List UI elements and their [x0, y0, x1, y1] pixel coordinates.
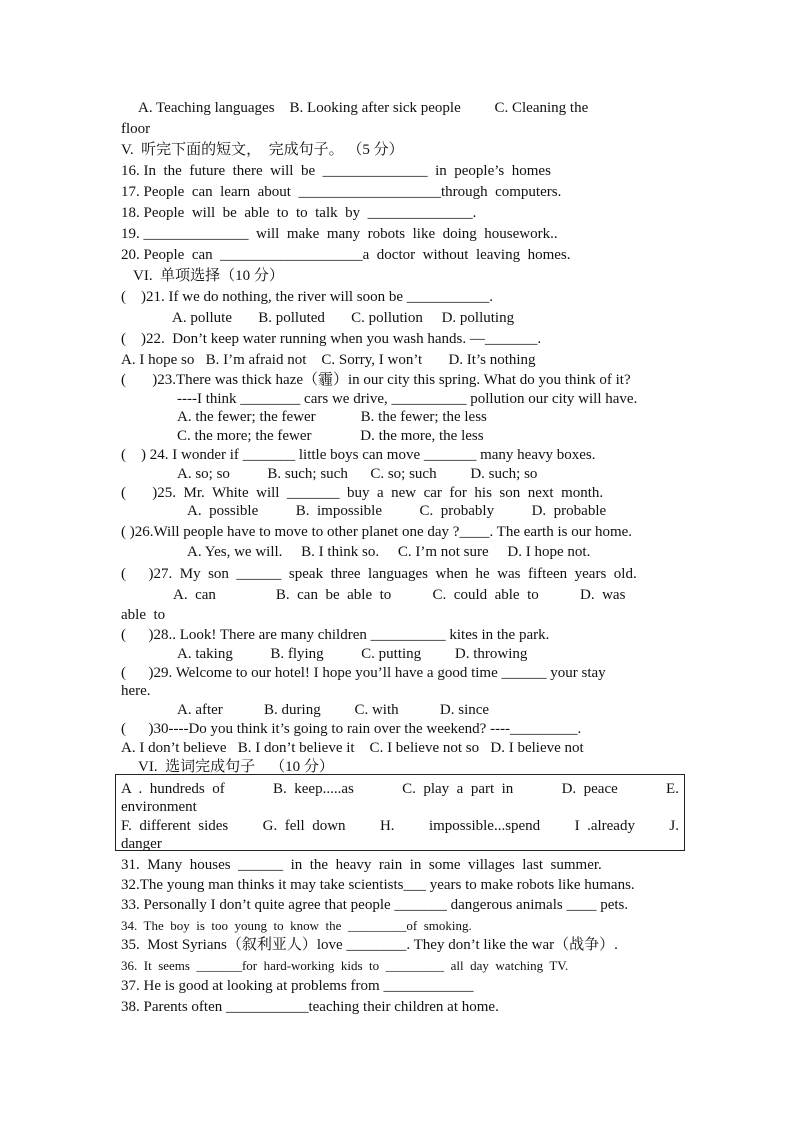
question-24-options: A. so; so B. such; such C. so; such D. such; so	[177, 466, 538, 482]
word-bank-item-d: D. peace	[561, 781, 618, 797]
q15-options-cont: floor	[121, 121, 151, 137]
question-26-options: A. Yes, we will. B. I think so. C. I’m not sure D. I hope not.	[187, 544, 591, 560]
question-34: 34. The boy is too young to know the _________of smoking.	[121, 918, 472, 933]
question-30-options: A. I don’t believe B. I don’t believe it C. I believe not so D. I believe not	[121, 740, 584, 756]
word-bank-item-f: F. different sides	[121, 818, 229, 834]
question-29-options: A. after B. during C. with D. since	[177, 702, 490, 718]
word-bank-item-h: H.	[379, 818, 395, 834]
question-38: 38. Parents often ___________teaching their children at home.	[121, 999, 499, 1015]
word-bank-item-j: J.	[669, 818, 679, 834]
question-23-options-ab: A. the fewer; the fewer B. the fewer; the less	[177, 409, 487, 425]
question-32: 32.The young man thinks it may take scientists___ years to make robots like humans.	[121, 877, 635, 893]
question-18: 18. People will be able to to talk by ______________.	[121, 205, 477, 221]
question-37: 37. He is good at looking at problems from ____________	[121, 978, 474, 994]
question-22-options: A. I hope so B. I’m afraid not C. Sorry, I won’t D. It’s nothing	[121, 352, 536, 368]
question-22: ( )22. Don’t keep water running when you wash hands. —_______.	[121, 331, 542, 347]
word-bank-item-i: I .already	[574, 818, 635, 834]
question-21-options: A. pollute B. polluted C. pollution D. polluting	[172, 310, 515, 326]
question-31: 31. Many houses ______ in the heavy rain in some villages last summer.	[121, 857, 602, 873]
q15-options: A. Teaching languages B. Looking after sick people C. Cleaning the	[138, 100, 589, 116]
section-vi-heading: VI. 单项选择（10 分）	[133, 268, 284, 284]
word-bank-item-e-cont: environment	[121, 799, 197, 815]
word-bank-row-2	[121, 817, 679, 835]
question-36: 36. It seems _______for hard-working kids to _________ all day watching TV.	[121, 958, 569, 973]
question-23-response: ----I think ________ cars we drive, __________ pollution our city will have.	[177, 391, 638, 407]
word-bank-item-g: G. fell down	[262, 818, 346, 834]
question-27-options: A. can B. can be able to C. could able to D. was	[173, 587, 626, 603]
word-bank-item-e: E.	[666, 781, 679, 797]
question-23: ( )23.There was thick haze（霾）in our city this spring. What do you think of it?	[121, 372, 631, 388]
question-28-options: A. taking B. flying C. putting D. throwing	[177, 646, 528, 662]
question-26: ( )26.Will people have to move to other planet one day ?____. The earth is our home.	[121, 524, 633, 540]
word-bank-item-a: A . hundreds of	[121, 781, 225, 797]
question-29: ( )29. Welcome to our hotel! I hope you’ll have a good time ______ your stay	[121, 665, 606, 681]
question-25: ( )25. Mr. White will _______ buy a new car for his son next month.	[121, 485, 604, 501]
question-23-options-cd: C. the more; the fewer D. the more, the less	[177, 428, 484, 444]
question-27-options-cont: able to	[121, 607, 166, 623]
word-bank-item-j-cont: danger	[121, 836, 162, 852]
question-21: ( )21. If we do nothing, the river will soon be ___________.	[121, 289, 494, 305]
question-30: ( )30----Do you think it’s going to rain over the weekend? ----_________.	[121, 721, 582, 737]
question-24: ( ) 24. I wonder if _______ little boys can move _______ many heavy boxes.	[121, 447, 596, 463]
word-bank-box	[115, 774, 685, 851]
question-20: 20. People can ___________________a doctor without leaving homes.	[121, 247, 571, 263]
question-29-cont: here.	[121, 683, 151, 699]
question-33: 33. Personally I don’t quite agree that people _______ dangerous animals ____ pets.	[121, 897, 629, 913]
question-16: 16. In the future there will be ______________ in people’s homes	[121, 163, 551, 179]
section-vi-b-heading: VI. 选词完成句子 （10 分）	[138, 759, 334, 775]
question-17: 17. People can learn about ___________________through computers.	[121, 184, 562, 200]
word-bank-item-c: C. play a part in	[402, 781, 514, 797]
question-25-options: A. possible B. impossible C. probably D. probable	[187, 503, 607, 519]
section-v-heading: V. 听完下面的短文， 完成句子。 （5 分）	[121, 142, 404, 158]
question-27: ( )27. My son ______ speak three languages when he was fifteen years old.	[121, 566, 637, 582]
question-28: ( )28.. Look! There are many children __________ kites in the park.	[121, 627, 550, 643]
question-19: 19. ______________ will make many robots like doing housework..	[121, 226, 558, 242]
word-bank-item-h-words: impossible...spend	[428, 818, 541, 834]
word-bank-item-b: B. keep.....as	[273, 781, 354, 797]
question-35: 35. Most Syrians（叙利亚人）love ________. They don’t like the war（战争）.	[121, 937, 618, 953]
word-bank-row-1	[121, 780, 679, 798]
